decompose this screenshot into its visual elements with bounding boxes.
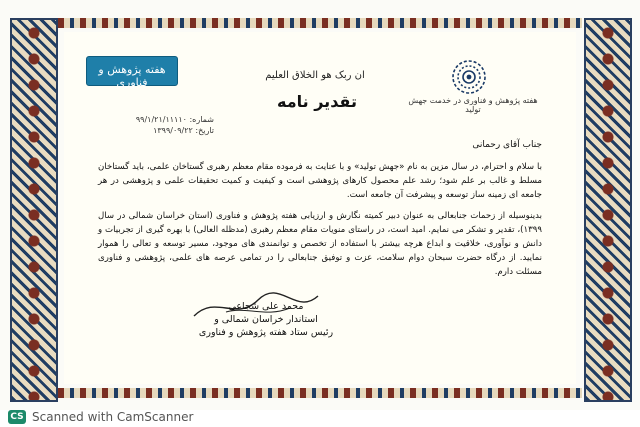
camscanner-logo-icon: CS [8,410,26,424]
body-paragraph-1: با سلام و احترام، در سال مزین به نام «جهش تولید» و با عنایت به فرموده مقام معظم رهبری گستاخان علمی، باید گستاخان مسلط و غالب بر علم شود؛ رشد علم محصول کارهای پژوهشی است و کیفیت و کمیت تحقیقات علمی و پژوهشی در هر جامعه ای زمینه ساز توسعه و پیشرفت آن جامعه است. [98,162,542,201]
meta-number-label: شماره: [189,115,214,124]
salutation: جناب آقای رحمانی [472,140,542,150]
signer-name: محمد علی شجاعی [228,301,304,312]
ornamental-border-right [584,18,632,402]
document-meta [104,114,214,136]
meta-date-value: ۱۳۹۹/۰۹/۲۲ [153,126,193,135]
meta-number-value: ۹۹/۱/۲۱/۱۱۱۱۰ [135,115,187,124]
logo-box-text: هفته پژوهش و فناوری [98,63,166,89]
research-week-logo-box [86,56,178,89]
ornamental-border-top [58,18,582,28]
body-paragraph-2: بدینوسیله از زحمات جنابعالی به عنوان دبیر کمیته نگارش و ارزیابی هفته پژوهش و فناوری (استان خراسان شمالی در سال ۱۳۹۹)، تقدیر و تشکر می نمایم. امید است، در راستای منویات مقام معظم رهبری (مدظله العالی) با بهره گیری از تجربیات و دانش و نوآوری، خلاقیت و ابداع هرچه بیشتر با استفاده از تخصص و توانمندی های موجود، مسیر توسعه و تعالی را هموار نمایید. از درگاه حضرت سبحان دوام سلامت، عزت و توفیق جنابعالی را در تمامی عرصه های علمی، پژوهشی و فناوری مسئلت دارم. [98,210,542,278]
signature-block [176,300,356,339]
research-week-emblem-icon [440,58,498,96]
document-title: تقدیر نامه [277,92,357,111]
meta-date-row [104,125,214,136]
meta-date-label: تاریخ: [195,126,214,135]
emblem-caption: هفته پژوهش و فناوری در خدمت جهش تولید [408,96,538,114]
meta-number-row [104,114,214,125]
basmala-text: ان ربک هو الخلاق العلیم [265,70,365,81]
signer-role-1: استاندار خراسان شمالی و [214,314,318,325]
camscanner-watermark-text: Scanned with CamScanner [32,410,194,424]
letter-body [98,160,542,286]
signer-role-2: رئیس ستاد هفته پژوهش و فناوری [198,327,334,338]
ornamental-border-bottom [58,388,582,398]
ornamental-border-left [10,18,58,402]
